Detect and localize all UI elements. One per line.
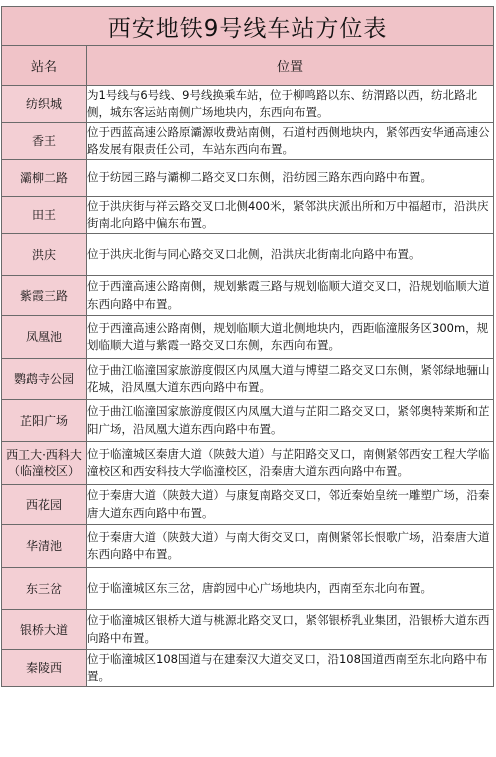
station-name: 西花园 <box>2 485 87 525</box>
table-row <box>2 276 494 316</box>
station-location: 位于纺园三路与灞柳二路交叉口东侧，沿纺园三路东西向路中布置。 <box>87 160 494 197</box>
station-location: 位于临潼城区银桥大道与桃源北路交叉口，紧邻银桥乳业集团，沿银桥大道东西向路中布置。 <box>87 610 494 650</box>
station-name: 华清池 <box>2 525 87 568</box>
table-row <box>2 442 494 485</box>
station-name: 芷阳广场 <box>2 400 87 442</box>
station-location: 位于洪庆北街与同心路交叉口北侧，沿洪庆北街南北向路中布置。 <box>87 234 494 276</box>
station-name: 秦陵西 <box>2 650 87 687</box>
station-location: 位于曲江临潼国家旅游度假区内凤凰大道与博望二路交叉口东侧，紧邻绿地骊山花城，沿凤凰大道东西向路中布置。 <box>87 359 494 400</box>
table-row <box>2 568 494 610</box>
station-location: 位于临潼城区东三岔，唐韵园中心广场地块内，西南至东北向布置。 <box>87 568 494 610</box>
station-name: 西工大·西科大（临潼校区） <box>2 442 87 485</box>
station-location: 为1号线与6号线、9号线换乘车站，位于柳鸣路以东、纺渭路以西，纺北路北侧，城东客运站南侧广场地块内，东西向布置。 <box>87 86 494 123</box>
table-row <box>2 400 494 442</box>
station-name: 东三岔 <box>2 568 87 610</box>
station-name: 灞柳二路 <box>2 160 87 197</box>
table-row <box>2 234 494 276</box>
table-row <box>2 316 494 359</box>
station-name: 凤凰池 <box>2 316 87 359</box>
station-location-table <box>1 6 494 687</box>
table-row <box>2 359 494 400</box>
table-row <box>2 525 494 568</box>
station-name: 纺织城 <box>2 86 87 123</box>
station-name: 香王 <box>2 123 87 160</box>
station-location: 位于秦唐大道（陕鼓大道）与南大街交叉口，南侧紧邻长恨歌广场，沿秦唐大道东西向路中布置。 <box>87 525 494 568</box>
station-location: 位于洪庆街与祥云路交叉口北侧400米，紧邻洪庆派出所和万中福超市，沿洪庆街南北向路中偏东布置。 <box>87 197 494 234</box>
station-name: 洪庆 <box>2 234 87 276</box>
table-row <box>2 160 494 197</box>
station-name: 银桥大道 <box>2 610 87 650</box>
title-row <box>2 7 494 46</box>
station-location: 位于西蓝高速公路原灞源收费站南侧，石道村西侧地块内，紧邻西安华通高速公路发展有限责任公司，车站东西向布置。 <box>87 123 494 160</box>
table-row <box>2 610 494 650</box>
table-row <box>2 485 494 525</box>
station-location: 位于临潼城区108国道与在建秦汉大道交叉口，沿108国道西南至东北向路中布置。 <box>87 650 494 687</box>
station-column-header: 站名 <box>2 46 87 86</box>
station-name: 紫霞三路 <box>2 276 87 316</box>
table-row <box>2 86 494 123</box>
station-location: 位于西潼高速公路南侧，规划紫霞三路与规划临顺大道交叉口，沿规划临顺大道东西向路中布置。 <box>87 276 494 316</box>
location-column-header: 位置 <box>87 46 494 86</box>
station-location: 位于曲江临潼国家旅游度假区内凤凰大道与芷阳二路交叉口，紧邻奥特莱斯和芷阳广场，沿凤凰大道东西向路中布置。 <box>87 400 494 442</box>
table-row <box>2 197 494 234</box>
station-location: 位于秦唐大道（陕鼓大道）与康复南路交叉口，邻近秦始皇统一雕塑广场，沿秦唐大道东西向路中布置。 <box>87 485 494 525</box>
station-location: 位于西潼高速公路南侧，规划临顺大道北侧地块内，西距临潼服务区300m，规划临顺大道与紫霞一路交叉口东侧，东西向布置。 <box>87 316 494 359</box>
header-row <box>2 46 494 86</box>
table-row <box>2 123 494 160</box>
station-name: 田王 <box>2 197 87 234</box>
table-row <box>2 650 494 687</box>
station-name: 鹦鹉寺公园 <box>2 359 87 400</box>
table-title: 西安地铁9号线车站方位表 <box>2 7 494 46</box>
station-location: 位于临潼城区秦唐大道（陕鼓大道）与芷阳路交叉口，南侧紧邻西安工程大学临潼校区和西安科技大学临潼校区，沿秦唐大道东西向路中布置。 <box>87 442 494 485</box>
